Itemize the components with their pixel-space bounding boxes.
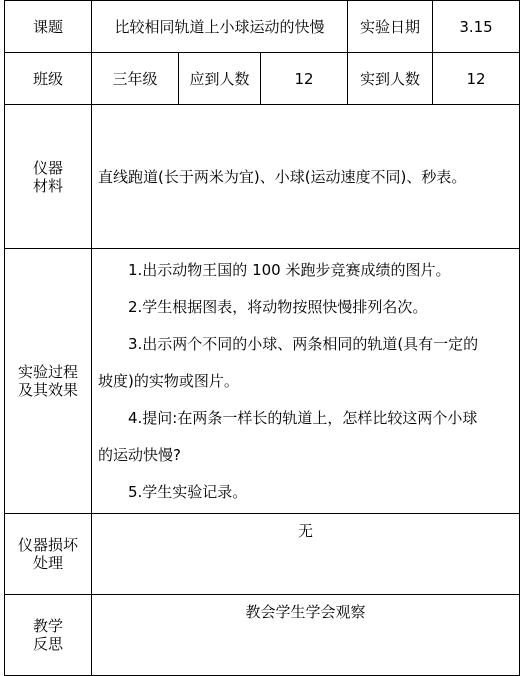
damage-label — [5, 514, 92, 595]
date-value: 3.15 — [433, 1, 520, 53]
reflection-label — [5, 595, 92, 676]
process-step-2: 2.学生根据图表，将动物按照快慢排列名次。 — [128, 297, 428, 316]
process-row — [5, 249, 520, 514]
process-label-line1: 实验过程 — [17, 363, 78, 381]
process-label-line2: 及其效果 — [17, 381, 78, 399]
damage-value: 无 — [92, 514, 520, 595]
materials-label-line1: 仪器 — [32, 158, 63, 177]
process-steps — [98, 252, 513, 511]
process-content — [92, 249, 520, 514]
reflection-row — [5, 595, 520, 676]
topic-row — [5, 1, 520, 53]
process-step-1: 1.出示动物王国的 100 米跑步竞赛成绩的图片。 — [128, 260, 451, 279]
process-label — [5, 249, 92, 514]
expected-count-label: 应到人数 — [179, 53, 261, 105]
topic-label: 课题 — [5, 1, 92, 53]
class-row — [5, 53, 520, 105]
experiment-record-table — [4, 0, 520, 676]
materials-value: 直线跑道(长于两米为宜)、小球(运动速度不同)、秒表。 — [92, 105, 520, 249]
class-label: 班级 — [5, 53, 92, 105]
class-value: 三年级 — [92, 53, 179, 105]
process-step-4-cont: 的运动快慢? — [98, 445, 181, 464]
damage-row — [5, 514, 520, 595]
damage-label-line2: 处理 — [32, 554, 63, 572]
materials-label-line2: 材料 — [32, 176, 63, 195]
process-step-3-cont: 坡度)的实物或图片。 — [98, 371, 239, 390]
reflection-value: 教会学生学会观察 — [92, 595, 520, 676]
materials-label — [5, 105, 92, 249]
process-step-5: 5.学生实验记录。 — [128, 482, 248, 501]
date-label: 实验日期 — [348, 1, 433, 53]
damage-label-line1: 仪器损坏 — [17, 536, 78, 554]
expected-count-value: 12 — [261, 53, 348, 105]
reflection-label-line2: 反思 — [32, 635, 63, 653]
actual-count-label: 实到人数 — [348, 53, 433, 105]
actual-count-value: 12 — [433, 53, 520, 105]
process-step-4: 4.提问:在两条一样长的轨道上，怎样比较这两个小球 — [128, 408, 478, 427]
reflection-label-line1: 教学 — [32, 617, 63, 635]
topic-value: 比较相同轨道上小球运动的快慢 — [92, 1, 348, 53]
materials-row — [5, 105, 520, 249]
process-step-3: 3.出示两个不同的小球、两条相同的轨道(具有一定的 — [128, 334, 479, 353]
